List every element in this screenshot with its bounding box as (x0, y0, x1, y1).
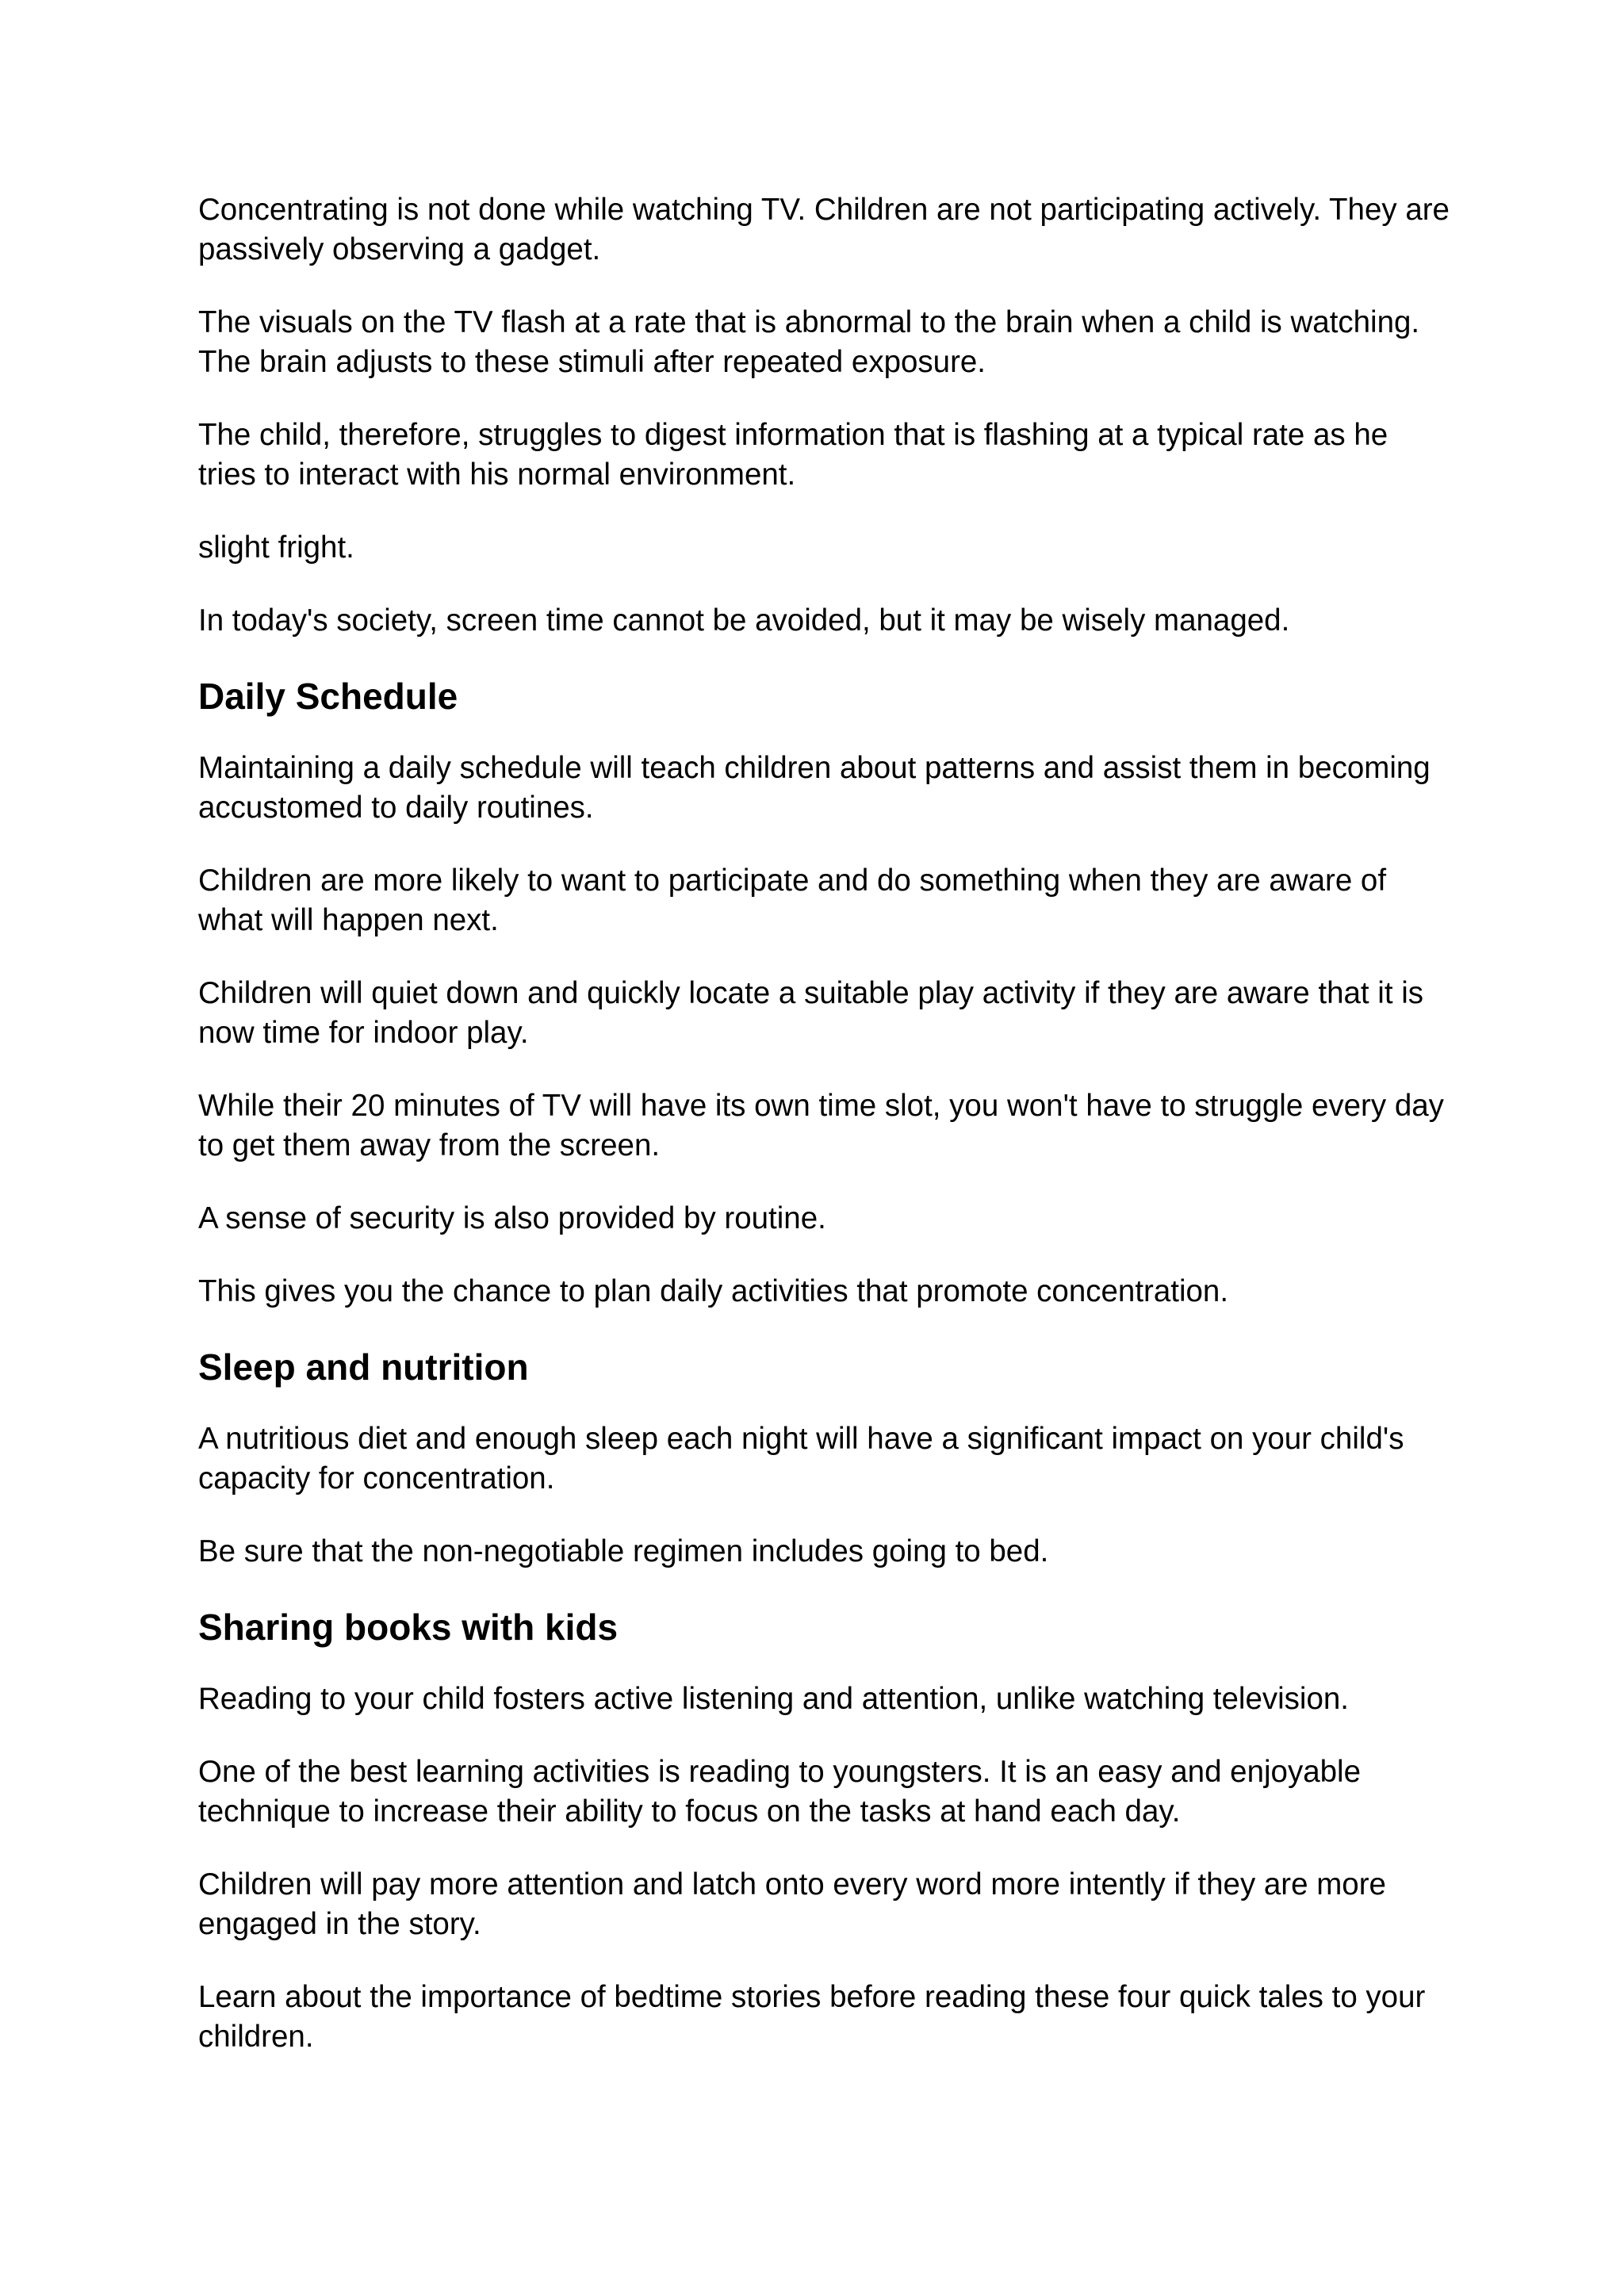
paragraph-engaged-story: Children will pay more attention and latch onto every word more intently if they are more engaged in the story. (198, 1867, 1386, 1941)
paragraph-indoor-play: Children will quiet down and quickly locate a suitable play activity if they are aware that it is now time for indoor play. (198, 976, 1424, 1050)
paragraph-diet-sleep: A nutritious diet and enough sleep each night will have a significant impact on your child's capacity for concentration. (198, 1422, 1404, 1496)
paragraph-bedtime-stories: Learn about the importance of bedtime stories before reading these four quick tales to your children. (198, 1980, 1426, 2054)
paragraph-learning-activities: One of the best learning activities is reading to youngsters. It is an easy and enjoyable technique to increase their ability to focus on the tasks at hand each day. (198, 1755, 1362, 1829)
paragraph-bedtime-regimen: Be sure that the non-negotiable regimen includes going to bed. (198, 1534, 1049, 1568)
heading-sleep-nutrition: Sleep and nutrition (198, 1346, 529, 1388)
paragraph-tv-visuals: The visuals on the TV flash at a rate that is abnormal to the brain when a child is watching. The brain adjusts to these stimuli after repeated exposure. (198, 305, 1420, 379)
paragraph-child-struggles: The child, therefore, struggles to digest information that is flashing at a typical rate as he tries to interact with his normal environment. (198, 418, 1388, 492)
paragraph-aware-next: Children are more likely to want to participate and do something when they are aware of what will happen next. (198, 864, 1387, 937)
heading-sharing-books: Sharing books with kids (198, 1607, 619, 1648)
paragraph-plan-activities: This gives you the chance to plan daily activities that promote concentration. (198, 1274, 1229, 1308)
heading-daily-schedule: Daily Schedule (198, 676, 458, 717)
paragraph-tv-concentration: Concentrating is not done while watching TV. Children are not participating actively. They are passively observing a gadget. (198, 193, 1450, 266)
paragraph-reading-attention: Reading to your child fosters active listening and attention, unlike watching television. (198, 1682, 1350, 1716)
paragraph-daily-schedule: Maintaining a daily schedule will teach children about patterns and assist them in becoming accustomed to daily routines. (198, 751, 1431, 825)
paragraph-slight-fright: slight fright. (198, 530, 354, 565)
paragraph-tv-time-slot: While their 20 minutes of TV will have its own time slot, you won't have to struggle every day to get them away from the screen. (198, 1089, 1444, 1162)
document-page (198, 190, 1451, 2090)
paragraph-screen-time: In today's society, screen time cannot be avoided, but it may be wisely managed. (198, 603, 1290, 638)
paragraph-security: A sense of security is also provided by routine. (198, 1201, 826, 1235)
